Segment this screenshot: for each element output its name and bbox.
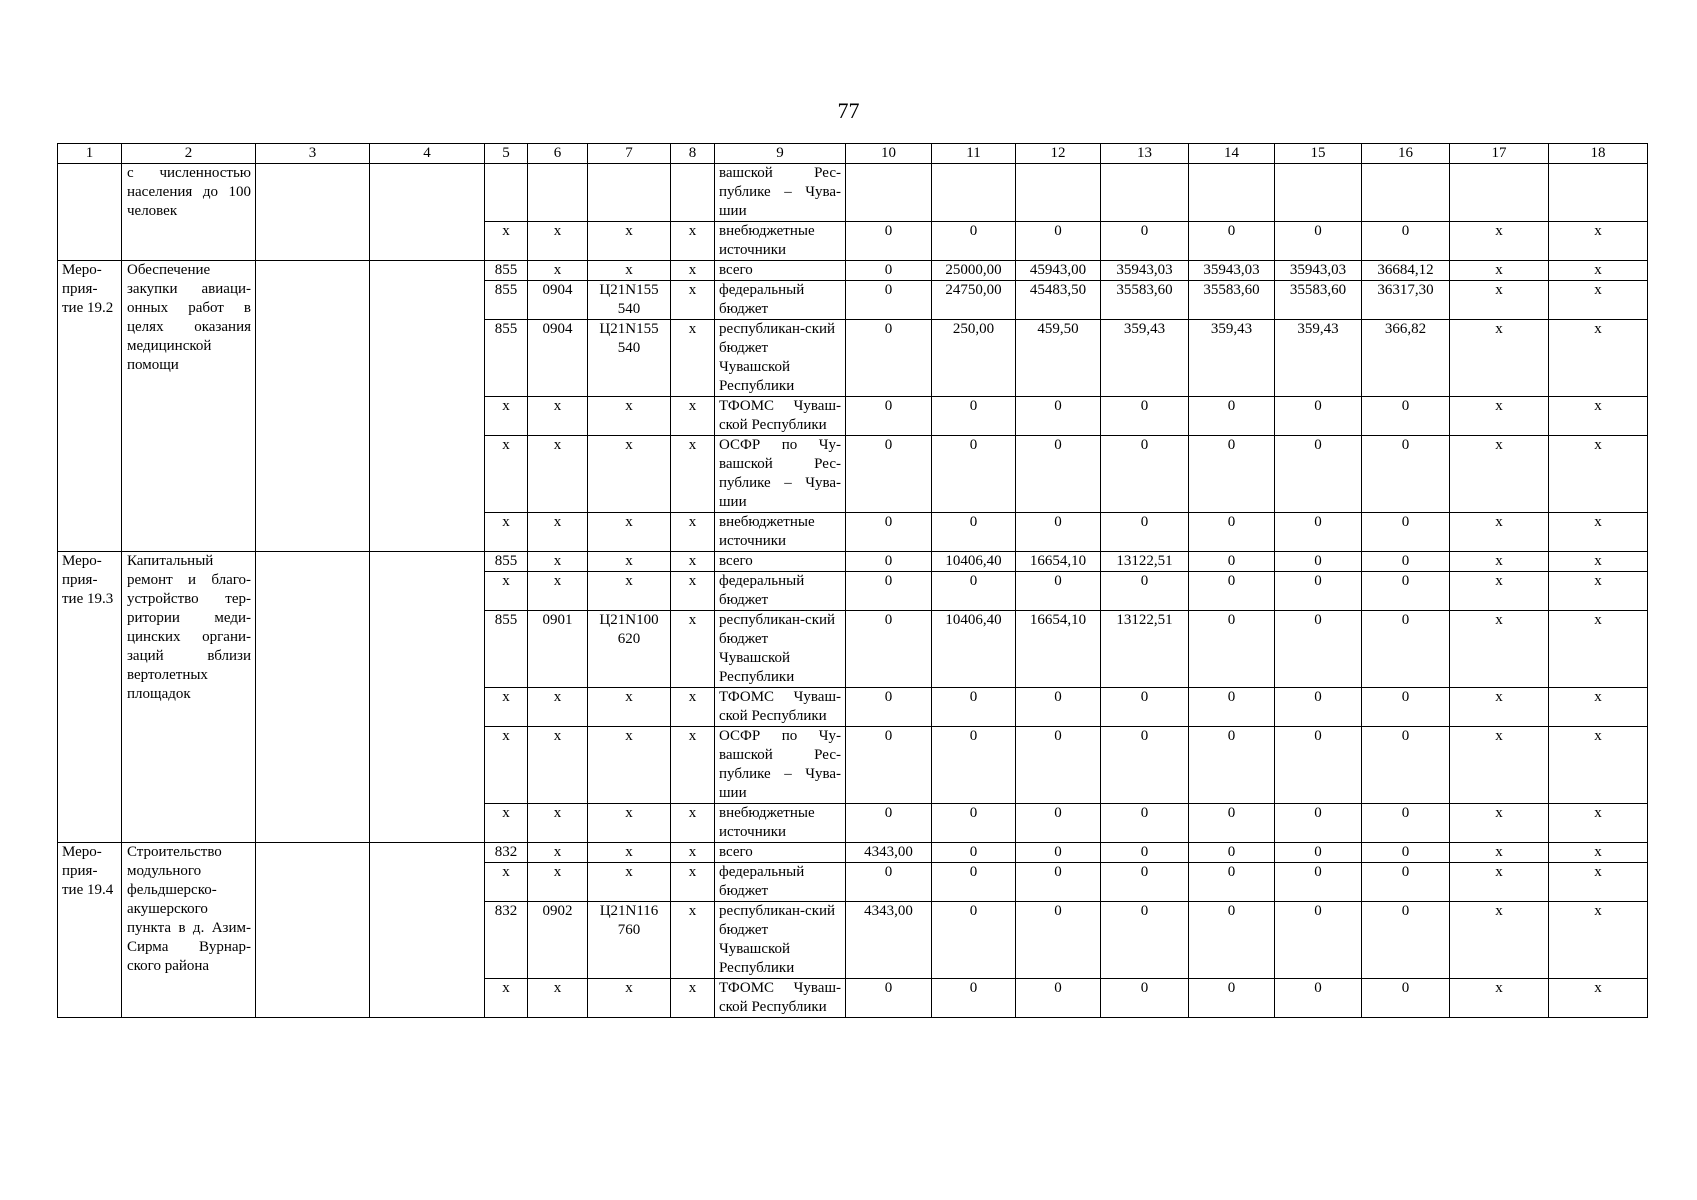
value-cell: 0 — [1016, 436, 1101, 513]
code-cell: х — [588, 513, 671, 552]
col3-cell — [256, 552, 370, 843]
value-cell: 0 — [846, 979, 932, 1018]
value-cell: х — [1450, 979, 1549, 1018]
source-cell: вашской Рес-публике – Чува-шии — [715, 164, 846, 222]
value-cell: 0 — [1275, 397, 1362, 436]
code-cell: х — [485, 979, 528, 1018]
value-cell: 0 — [1189, 804, 1275, 843]
value-cell: 0 — [1362, 552, 1450, 572]
value-cell: 0 — [1016, 222, 1101, 261]
value-cell: х — [1549, 281, 1648, 320]
code-cell: х — [671, 320, 715, 397]
value-cell: х — [1450, 611, 1549, 688]
source-cell: республикан-ский бюджет Чувашской Республики — [715, 611, 846, 688]
value-cell: 0 — [1016, 863, 1101, 902]
value-cell: х — [1450, 804, 1549, 843]
source-cell: всего — [715, 261, 846, 281]
value-cell: 0 — [1189, 222, 1275, 261]
code-cell: х — [528, 572, 588, 611]
code-cell: Ц21N155 540 — [588, 281, 671, 320]
source-cell: федеральный бюджет — [715, 281, 846, 320]
value-cell: 4343,00 — [846, 843, 932, 863]
code-cell: х — [671, 727, 715, 804]
value-cell: 0 — [932, 804, 1016, 843]
code-cell: х — [528, 979, 588, 1018]
value-cell: 0 — [846, 436, 932, 513]
value-cell: х — [1549, 843, 1648, 863]
value-cell — [1275, 164, 1362, 222]
value-cell: 0 — [932, 572, 1016, 611]
code-cell: х — [588, 979, 671, 1018]
value-cell: 0 — [1101, 902, 1189, 979]
value-cell: 0 — [1016, 843, 1101, 863]
col4-cell — [370, 843, 485, 1018]
value-cell: х — [1450, 863, 1549, 902]
value-cell: х — [1450, 513, 1549, 552]
code-cell: х — [528, 863, 588, 902]
value-cell: х — [1450, 552, 1549, 572]
value-cell: 0 — [1101, 222, 1189, 261]
code-cell: х — [528, 261, 588, 281]
value-cell: 0 — [1189, 572, 1275, 611]
value-cell: 0 — [1275, 902, 1362, 979]
value-cell — [1101, 164, 1189, 222]
value-cell: х — [1450, 397, 1549, 436]
value-cell: 0 — [1275, 572, 1362, 611]
code-cell: 855 — [485, 611, 528, 688]
value-cell: 0 — [1101, 727, 1189, 804]
value-cell: 0 — [1189, 688, 1275, 727]
value-cell: 0 — [1189, 863, 1275, 902]
value-cell: 0 — [1189, 979, 1275, 1018]
code-cell: х — [485, 804, 528, 843]
code-cell: х — [671, 688, 715, 727]
event-cell: Меро-прия-тие 19.2 — [58, 261, 122, 552]
value-cell: 0 — [932, 902, 1016, 979]
source-cell: федеральный бюджет — [715, 572, 846, 611]
code-cell: х — [528, 222, 588, 261]
code-cell: х — [671, 436, 715, 513]
value-cell: 35943,03 — [1275, 261, 1362, 281]
code-cell: х — [485, 572, 528, 611]
value-cell: 10406,40 — [932, 611, 1016, 688]
value-cell: 10406,40 — [932, 552, 1016, 572]
value-cell: 0 — [1016, 727, 1101, 804]
code-cell: 0901 — [528, 611, 588, 688]
value-cell: 0 — [1362, 513, 1450, 552]
value-cell: 0 — [846, 804, 932, 843]
header-cell: 13 — [1101, 144, 1189, 164]
value-cell: 359,43 — [1189, 320, 1275, 397]
code-cell: х — [588, 397, 671, 436]
value-cell: 0 — [932, 436, 1016, 513]
header-cell: 14 — [1189, 144, 1275, 164]
code-cell — [485, 164, 528, 222]
value-cell: 36317,30 — [1362, 281, 1450, 320]
value-cell: 0 — [1362, 222, 1450, 261]
value-cell: 0 — [846, 261, 932, 281]
code-cell: 855 — [485, 261, 528, 281]
code-cell: х — [588, 222, 671, 261]
value-cell: 0 — [1189, 397, 1275, 436]
code-cell: х — [588, 552, 671, 572]
code-cell: х — [528, 513, 588, 552]
value-cell: 0 — [1101, 688, 1189, 727]
value-cell: х — [1450, 320, 1549, 397]
code-cell: х — [588, 727, 671, 804]
header-cell: 1 — [58, 144, 122, 164]
value-cell: 0 — [1016, 804, 1101, 843]
value-cell: 0 — [1101, 513, 1189, 552]
value-cell: 0 — [1101, 572, 1189, 611]
value-cell: 0 — [1362, 727, 1450, 804]
value-cell: 0 — [932, 688, 1016, 727]
value-cell: х — [1450, 436, 1549, 513]
source-cell: федеральный бюджет — [715, 863, 846, 902]
code-cell: х — [671, 261, 715, 281]
value-cell: 25000,00 — [932, 261, 1016, 281]
value-cell: х — [1549, 261, 1648, 281]
value-cell: 0 — [1101, 436, 1189, 513]
header-cell: 11 — [932, 144, 1016, 164]
value-cell: 16654,10 — [1016, 552, 1101, 572]
code-cell: х — [485, 727, 528, 804]
value-cell: 0 — [846, 572, 932, 611]
value-cell: 0 — [1275, 688, 1362, 727]
value-cell: 16654,10 — [1016, 611, 1101, 688]
header-cell: 9 — [715, 144, 846, 164]
header-cell: 2 — [122, 144, 256, 164]
value-cell: 0 — [1016, 397, 1101, 436]
value-cell: 0 — [932, 979, 1016, 1018]
budget-table — [57, 143, 1648, 1018]
source-cell: внебюджетные источники — [715, 222, 846, 261]
value-cell: 24750,00 — [932, 281, 1016, 320]
value-cell: 0 — [1016, 979, 1101, 1018]
value-cell — [932, 164, 1016, 222]
value-cell: х — [1549, 611, 1648, 688]
value-cell: 13122,51 — [1101, 611, 1189, 688]
source-cell: ОСФР по Чу-вашской Рес-публике – Чува-шии — [715, 727, 846, 804]
code-cell: х — [671, 863, 715, 902]
value-cell: 359,43 — [1275, 320, 1362, 397]
event-cell: Меро-прия-тие 19.3 — [58, 552, 122, 843]
value-cell: 0 — [1362, 688, 1450, 727]
col4-cell — [370, 261, 485, 552]
value-cell: 0 — [932, 222, 1016, 261]
value-cell: 0 — [1362, 804, 1450, 843]
value-cell: 35583,60 — [1189, 281, 1275, 320]
value-cell: 0 — [1275, 436, 1362, 513]
col3-cell — [256, 164, 370, 261]
col3-cell — [256, 261, 370, 552]
code-cell — [528, 164, 588, 222]
value-cell: х — [1450, 688, 1549, 727]
code-cell: 832 — [485, 843, 528, 863]
value-cell: х — [1549, 902, 1648, 979]
code-cell: х — [528, 804, 588, 843]
code-cell: х — [671, 572, 715, 611]
value-cell: 0 — [1189, 902, 1275, 979]
value-cell: 0 — [1189, 727, 1275, 804]
value-cell: 0 — [1362, 902, 1450, 979]
value-cell — [1450, 164, 1549, 222]
value-cell: 0 — [1275, 222, 1362, 261]
value-cell: 35583,60 — [1275, 281, 1362, 320]
value-cell: 36684,12 — [1362, 261, 1450, 281]
value-cell: 0 — [1275, 863, 1362, 902]
value-cell — [1016, 164, 1101, 222]
value-cell — [846, 164, 932, 222]
value-cell: 0 — [932, 727, 1016, 804]
value-cell: 0 — [1189, 552, 1275, 572]
code-cell: х — [671, 843, 715, 863]
value-cell: х — [1450, 281, 1549, 320]
source-cell: внебюджетные источники — [715, 804, 846, 843]
value-cell: 13122,51 — [1101, 552, 1189, 572]
code-cell — [671, 164, 715, 222]
value-cell: 0 — [846, 552, 932, 572]
value-cell: 0 — [1362, 979, 1450, 1018]
code-cell: х — [485, 513, 528, 552]
source-cell: ТФОМС Чуваш-ской Республики — [715, 979, 846, 1018]
value-cell: 0 — [846, 320, 932, 397]
header-cell: 18 — [1549, 144, 1648, 164]
value-cell: 0 — [1275, 513, 1362, 552]
code-cell — [588, 164, 671, 222]
value-cell: х — [1450, 261, 1549, 281]
header-cell: 17 — [1450, 144, 1549, 164]
code-cell: х — [671, 611, 715, 688]
source-cell: ТФОМС Чуваш-ской Республики — [715, 397, 846, 436]
value-cell: 0 — [1189, 513, 1275, 552]
value-cell: х — [1549, 222, 1648, 261]
code-cell: х — [528, 397, 588, 436]
table-row — [58, 261, 1648, 281]
value-cell: 45943,00 — [1016, 261, 1101, 281]
value-cell: х — [1549, 397, 1648, 436]
code-cell: х — [588, 863, 671, 902]
value-cell: 0 — [1275, 727, 1362, 804]
header-cell: 7 — [588, 144, 671, 164]
value-cell: х — [1549, 552, 1648, 572]
value-cell: 0 — [1275, 611, 1362, 688]
header-cell: 5 — [485, 144, 528, 164]
value-cell: 35583,60 — [1101, 281, 1189, 320]
value-cell: 0 — [1362, 436, 1450, 513]
code-cell: 0904 — [528, 320, 588, 397]
header-cell: 10 — [846, 144, 932, 164]
table-row — [58, 843, 1648, 863]
code-cell: х — [671, 513, 715, 552]
value-cell: 0 — [932, 513, 1016, 552]
value-cell — [1362, 164, 1450, 222]
value-cell: 0 — [1362, 611, 1450, 688]
value-cell: 0 — [1189, 843, 1275, 863]
header-cell: 15 — [1275, 144, 1362, 164]
value-cell: 0 — [1101, 843, 1189, 863]
description-cell: Строительство модульного фельдшерско-акушерского пункта в д. Азим-Сирма Вурнар-ского района — [122, 843, 256, 1018]
source-cell: ТФОМС Чуваш-ской Республики — [715, 688, 846, 727]
header-cell: 8 — [671, 144, 715, 164]
code-cell: Ц21N155 540 — [588, 320, 671, 397]
source-cell: ОСФР по Чу-вашской Рес-публике – Чува-шии — [715, 436, 846, 513]
source-cell: всего — [715, 843, 846, 863]
code-cell: х — [528, 727, 588, 804]
header-cell: 3 — [256, 144, 370, 164]
value-cell: 0 — [846, 611, 932, 688]
value-cell — [1189, 164, 1275, 222]
header-row — [58, 144, 1648, 164]
value-cell: 0 — [1275, 804, 1362, 843]
header-cell: 16 — [1362, 144, 1450, 164]
value-cell: х — [1549, 727, 1648, 804]
value-cell: 359,43 — [1101, 320, 1189, 397]
header-cell: 4 — [370, 144, 485, 164]
code-cell: х — [588, 572, 671, 611]
code-cell: х — [588, 688, 671, 727]
code-cell: х — [671, 281, 715, 320]
col3-cell — [256, 843, 370, 1018]
value-cell: х — [1450, 572, 1549, 611]
code-cell: х — [588, 261, 671, 281]
value-cell: 0 — [932, 397, 1016, 436]
code-cell: х — [671, 902, 715, 979]
value-cell: 0 — [932, 843, 1016, 863]
description-cell: Обеспечение закупки авиаци-онных работ в целях оказания медицинской помощи — [122, 261, 256, 552]
source-cell: всего — [715, 552, 846, 572]
value-cell: 35943,03 — [1189, 261, 1275, 281]
code-cell: х — [485, 397, 528, 436]
header-cell: 6 — [528, 144, 588, 164]
event-cell — [58, 164, 122, 261]
code-cell: х — [671, 804, 715, 843]
value-cell: 0 — [846, 513, 932, 552]
description-cell: с численностью населения до 100 человек — [122, 164, 256, 261]
value-cell: х — [1549, 320, 1648, 397]
page-number: 77 — [837, 98, 860, 123]
value-cell: 0 — [1189, 611, 1275, 688]
value-cell — [1549, 164, 1648, 222]
code-cell: х — [588, 843, 671, 863]
code-cell: Ц21N100 620 — [588, 611, 671, 688]
value-cell: 4343,00 — [846, 902, 932, 979]
value-cell: х — [1549, 979, 1648, 1018]
code-cell: 855 — [485, 320, 528, 397]
code-cell: х — [485, 222, 528, 261]
value-cell: 0 — [1016, 513, 1101, 552]
source-cell: республикан-ский бюджет Чувашской Республики — [715, 320, 846, 397]
value-cell: х — [1549, 572, 1648, 611]
code-cell: х — [528, 688, 588, 727]
value-cell: 0 — [846, 688, 932, 727]
col4-cell — [370, 164, 485, 261]
value-cell: 459,50 — [1016, 320, 1101, 397]
code-cell: х — [485, 863, 528, 902]
code-cell: Ц21N116 760 — [588, 902, 671, 979]
table-row — [58, 552, 1648, 572]
code-cell: х — [485, 436, 528, 513]
value-cell: 0 — [1275, 979, 1362, 1018]
value-cell: 0 — [1016, 902, 1101, 979]
value-cell: 0 — [1016, 688, 1101, 727]
value-cell: 0 — [1016, 572, 1101, 611]
value-cell: 0 — [1101, 397, 1189, 436]
value-cell: 0 — [1101, 863, 1189, 902]
value-cell: 366,82 — [1362, 320, 1450, 397]
value-cell: 0 — [1362, 572, 1450, 611]
header-cell: 12 — [1016, 144, 1101, 164]
code-cell: х — [528, 843, 588, 863]
value-cell: х — [1450, 902, 1549, 979]
table-row — [58, 164, 1648, 222]
value-cell: 0 — [846, 281, 932, 320]
col4-cell — [370, 552, 485, 843]
code-cell: 0902 — [528, 902, 588, 979]
source-cell: внебюджетные источники — [715, 513, 846, 552]
code-cell: х — [671, 979, 715, 1018]
value-cell: 0 — [846, 863, 932, 902]
value-cell: х — [1549, 436, 1648, 513]
value-cell: 0 — [1189, 436, 1275, 513]
value-cell: 0 — [846, 222, 932, 261]
code-cell: х — [588, 804, 671, 843]
code-cell: х — [528, 436, 588, 513]
code-cell: х — [588, 436, 671, 513]
value-cell: 0 — [846, 397, 932, 436]
description-cell: Капитальный ремонт и благо-устройство тер-ритории меди-цинских органи-заций вблизи вертолетных площадок — [122, 552, 256, 843]
value-cell: х — [1450, 222, 1549, 261]
value-cell: 0 — [1362, 397, 1450, 436]
code-cell: 855 — [485, 552, 528, 572]
code-cell: 0904 — [528, 281, 588, 320]
value-cell: 45483,50 — [1016, 281, 1101, 320]
value-cell: 0 — [1275, 552, 1362, 572]
code-cell: х — [485, 688, 528, 727]
value-cell: 0 — [1101, 804, 1189, 843]
code-cell: 832 — [485, 902, 528, 979]
code-cell: 855 — [485, 281, 528, 320]
code-cell: х — [528, 552, 588, 572]
value-cell: 35943,03 — [1101, 261, 1189, 281]
value-cell: 0 — [1362, 843, 1450, 863]
value-cell: 250,00 — [932, 320, 1016, 397]
value-cell: 0 — [1101, 979, 1189, 1018]
value-cell: 0 — [1362, 863, 1450, 902]
value-cell: х — [1549, 863, 1648, 902]
value-cell: 0 — [1275, 843, 1362, 863]
value-cell: х — [1450, 727, 1549, 804]
value-cell: х — [1549, 513, 1648, 552]
value-cell: 0 — [932, 863, 1016, 902]
code-cell: х — [671, 222, 715, 261]
value-cell: х — [1450, 843, 1549, 863]
code-cell: х — [671, 397, 715, 436]
source-cell: республикан-ский бюджет Чувашской Республики — [715, 902, 846, 979]
value-cell: х — [1549, 688, 1648, 727]
value-cell: 0 — [846, 727, 932, 804]
code-cell: х — [671, 552, 715, 572]
value-cell: х — [1549, 804, 1648, 843]
event-cell: Меро-прия-тие 19.4 — [58, 843, 122, 1018]
